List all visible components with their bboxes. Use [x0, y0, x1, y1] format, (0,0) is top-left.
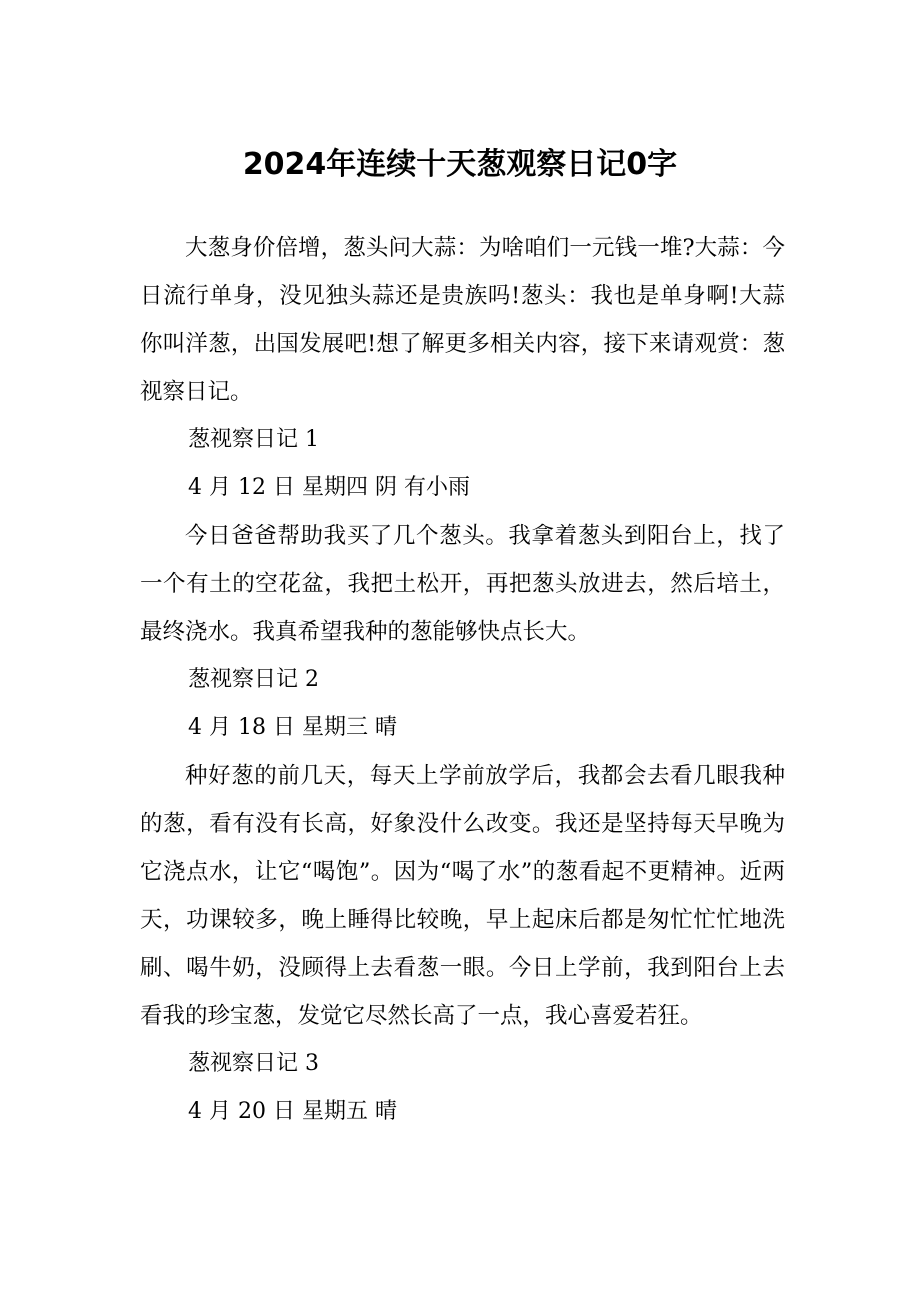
document-body — [140, 224, 785, 1136]
entry-heading-2: 葱视察日记 2 — [188, 667, 319, 692]
entry-date-2: 4 月 18 日 星期三 晴 — [188, 715, 397, 740]
entry-date-1: 4 月 12 日 星期四 阴 有小雨 — [188, 475, 470, 500]
document-title: 2024年连续十天葱观察日记0字 — [242, 147, 678, 182]
entry-body-1: 今日爸爸帮助我买了几个葱头。我拿着葱头到阳台上，找了一个有土的空花盆，我把土松开，再把葱头放进去，然后培土，最终浇水。我真希望我种的葱能够快点长大。 — [140, 523, 785, 645]
intro-paragraph: 大葱身价倍增，葱头问大蒜：为啥咱们一元钱一堆?大蒜：今日流行单身，没见独头蒜还是贵族吗!葱头：我也是单身啊!大蒜 你叫洋葱，出国发展吧!想了解更多相关内容，接下来请观赏：葱视察日记。 — [140, 235, 785, 405]
entry-heading-3: 葱视察日记 3 — [188, 1051, 319, 1076]
entry-heading-1: 葱视察日记 1 — [188, 427, 319, 452]
entry-body-2: 种好葱的前几天，每天上学前放学后，我都会去看几眼我种的葱，看有没有长高，好象没什么改变。我还是坚持每天早晚为它浇点水，让它“喝饱”。因为“喝了水”的葱看起不更精神。近两天，功课较多，晚上睡得比较晚，早上起床后都是匆忙忙忙地洗刷、喝牛奶，没顾得上去看葱一眼。今日上学前，我到阳台上去看我的珍宝葱，发觉它尽然长高了一点，我心喜爱若狂。 — [140, 763, 785, 1029]
entry-date-3: 4 月 20 日 星期五 晴 — [188, 1099, 397, 1124]
